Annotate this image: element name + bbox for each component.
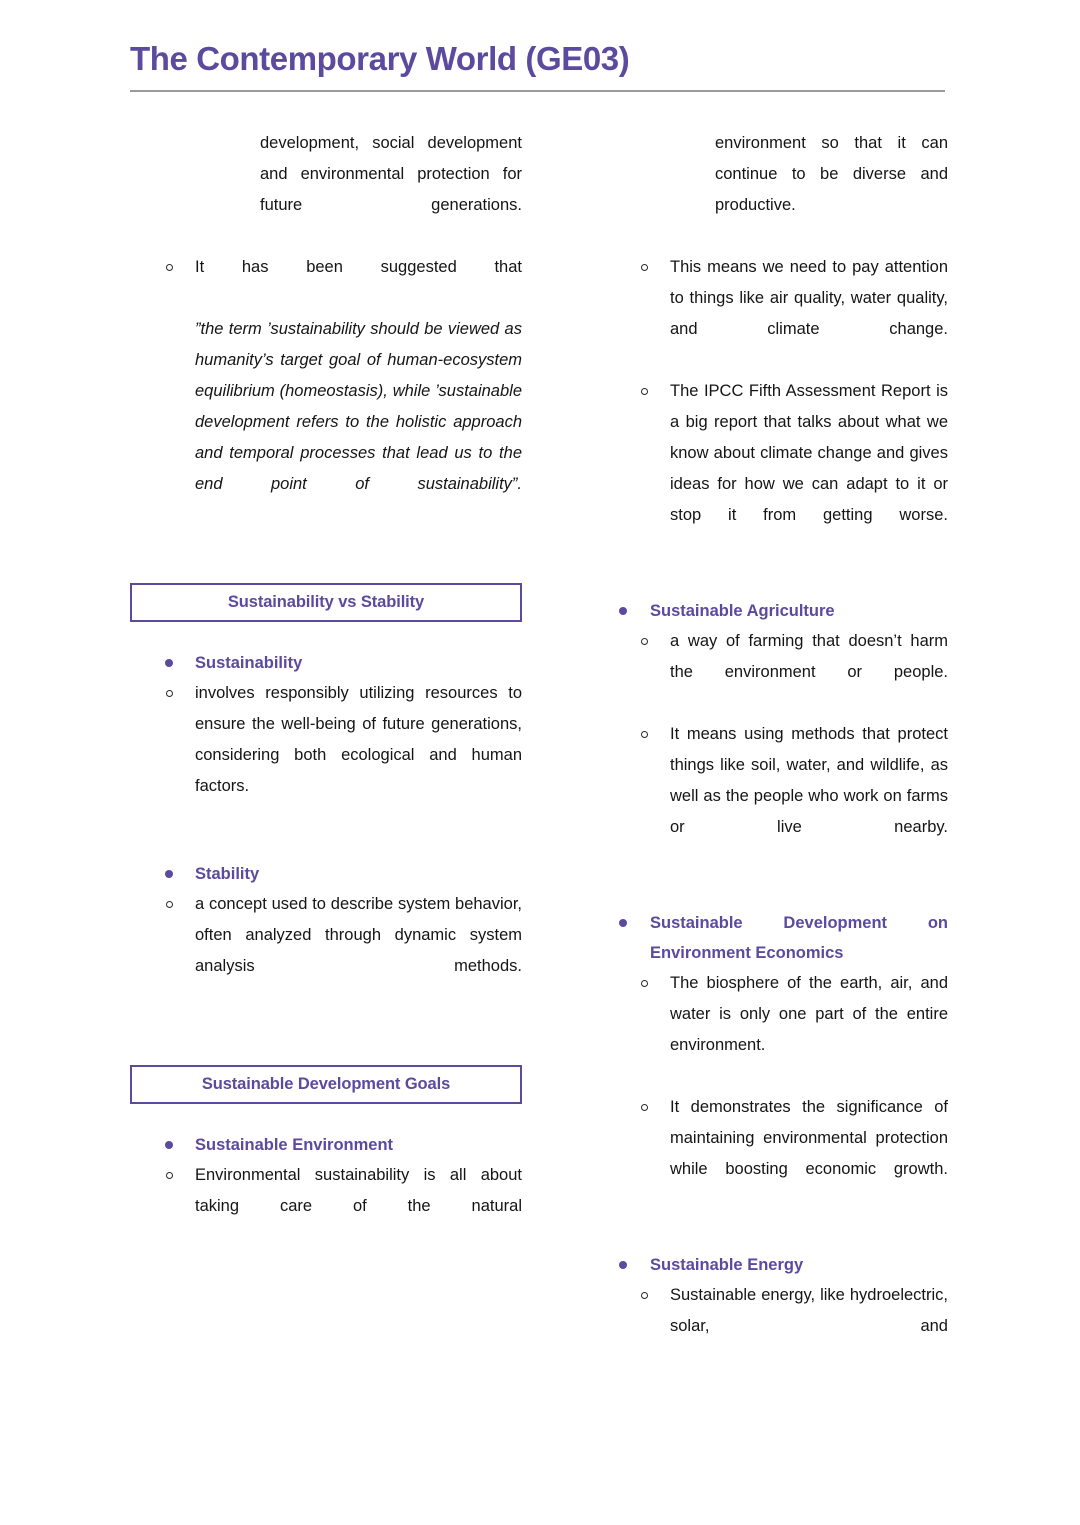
hollow-circle-bullet-icon [641,980,648,987]
list-item-stability [130,859,522,889]
list-item [130,252,522,531]
title-divider [130,90,945,92]
hollow-circle-bullet-icon [641,1292,648,1299]
sustainable-development-economics-sublist [605,968,948,1216]
section-1-list [130,648,522,678]
filled-circle-bullet-icon [165,870,173,878]
list-item-sustainable-energy [605,1250,948,1280]
spacer [605,1216,948,1250]
stability-list [130,859,522,889]
list-item-sustainability [130,648,522,678]
filled-circle-bullet-icon [619,607,627,615]
section-header-sustainable-development-goals [130,1065,522,1104]
spacer [130,622,522,648]
sub-bullet-text: a concept used to describe system behavior, often analyzed through dynamic system analysis methods. [195,895,522,975]
bullet-label: Sustainability [195,654,303,672]
list-item [130,678,522,833]
section-2-list [130,1130,522,1160]
list-item-sustainable-agriculture [605,596,948,626]
hollow-circle-bullet-icon [166,264,173,271]
sub-bullet-text: Environmental sustainability is all about taking care of the natural [195,1166,522,1215]
filled-circle-bullet-icon [619,1261,627,1269]
list-item [130,889,522,1013]
hollow-circle-bullet-icon [641,638,648,645]
sustainable-development-economics-list [605,908,948,968]
sub-bullet-text: a way of farming that doesn’t harm the environment or people. [670,632,948,681]
sustainable-energy-sublist [605,1280,948,1373]
filled-circle-bullet-icon [165,1141,173,1149]
hollow-circle-bullet-icon [641,264,648,271]
two-column-body [0,128,1080,1373]
spacer [605,562,948,596]
sustainable-agriculture-sublist [605,626,948,874]
left-column [0,128,540,1373]
hollow-circle-bullet-icon [166,690,173,697]
left-quote-list [130,252,522,531]
spacer [130,833,522,859]
bullet-label: Sustainable Development on Environment Economics [650,914,948,962]
section-header-sustainability-vs-stability [130,583,522,622]
right-column [540,128,1080,1373]
section-header-label: Sustainability vs Stability [227,593,425,611]
page-header [130,40,950,92]
spacer [605,874,948,908]
section-header-label: Sustainable Development Goals [201,1075,451,1093]
list-item [605,719,948,874]
sub-bullet-text: It means using methods that protect things like soil, water, and wildlife, as well as the people who work on farms or live nearby. [670,725,948,836]
bullet-label: Sustainable Environment [195,1136,394,1154]
sub-bullet-text: The biosphere of the earth, air, and water is only one part of the entire environment. [670,974,948,1054]
hollow-circle-bullet-icon [166,901,173,908]
sustainable-energy-list [605,1250,948,1280]
spacer [130,531,522,557]
sub-bullet-text: This means we need to pay attention to things like air quality, water quality, and climate change. [670,258,948,338]
sustainability-sublist [130,678,522,833]
list-item [605,252,948,376]
sub-bullet-text: The IPCC Fifth Assessment Report is a big report that talks about what we know about climate change and gives ideas for how we can adapt to it or stop it from getting worse. [670,382,948,524]
list-item [130,1160,522,1253]
list-item [605,1092,948,1216]
spacer [130,1013,522,1039]
bullet-label: Sustainable Agriculture [650,602,835,620]
right-continued-sublist [605,252,948,562]
right-continuation-paragraph: environment so that it can continue to be diverse and productive. [715,134,948,214]
stability-sublist [130,889,522,1013]
quote-lead-in: It has been suggested that [195,258,522,276]
spacer [130,1104,522,1130]
list-item [605,968,948,1092]
sustainable-environment-sublist [130,1160,522,1253]
sustainable-agriculture-list [605,596,948,626]
hollow-circle-bullet-icon [166,1172,173,1179]
quote-text: ”the term ’sustainability should be viewed as humanity’s target goal of human-ecosystem equilibrium (homeostasis), while ’sustainable development refers to the holistic approach and temporal processes that lead us to the end point of sustainability”. [195,320,522,493]
bullet-label: Stability [195,865,260,883]
filled-circle-bullet-icon [619,919,627,927]
list-item-sustainable-development-on-environment-economics [605,908,948,968]
hollow-circle-bullet-icon [641,388,648,395]
list-item [605,1280,948,1373]
sub-bullet-text: Sustainable energy, like hydroelectric, solar, and [670,1286,948,1335]
list-item-sustainable-environment [130,1130,522,1160]
hollow-circle-bullet-icon [641,731,648,738]
bullet-label: Sustainable Energy [650,1256,804,1274]
page-title: The Contemporary World (GE03) [130,40,630,77]
filled-circle-bullet-icon [165,659,173,667]
list-item [605,626,948,719]
left-continuation-paragraph: development, social development and environmental protection for future generations. [260,134,522,214]
sub-bullet-text: involves responsibly utilizing resources to ensure the well-being of future generations, considering both ecological and human factors. [195,684,522,795]
sub-bullet-text: It demonstrates the significance of maintaining environmental protection while boosting economic growth. [670,1098,948,1178]
list-item [605,376,948,562]
hollow-circle-bullet-icon [641,1104,648,1111]
